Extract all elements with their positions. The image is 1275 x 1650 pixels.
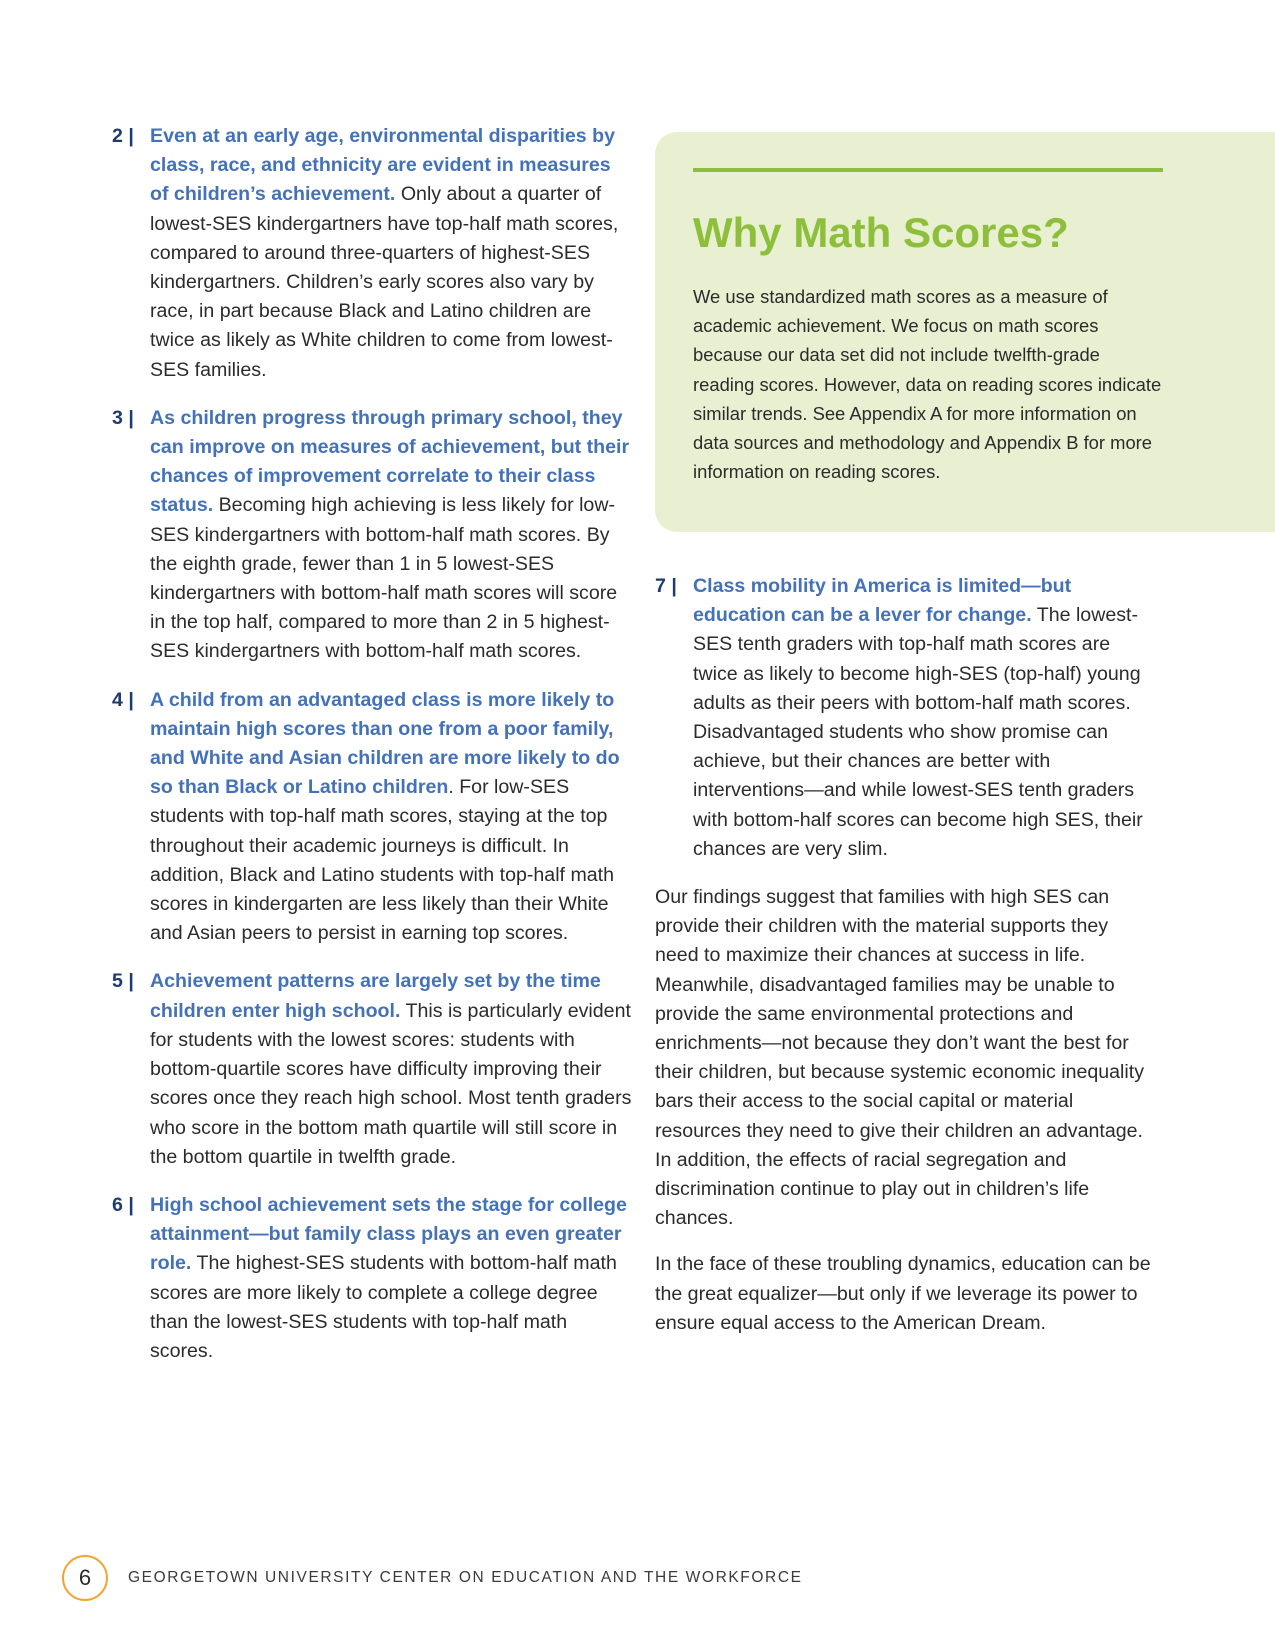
finding-number: 4 | [112,688,134,711]
sidebar-text: We use standardized math scores as a measure of academic achievement. We focus on math scores because our data set did not include twelfth-grade reading scores. However, data on reading scores indicate similar trends. See Appendix A for more information on data sources and methodology and Appendix B for more information on reading scores. [693,286,1162,483]
finding-7 [655,572,1155,864]
sidebar-title: Why Math Scores? [693,209,1069,256]
finding-number: 3 | [112,406,134,429]
finding-2 [112,122,632,385]
finding-body: Only about a quarter of lowest-SES kindergartners have top-half math scores, compared to around three-quarters of highest-SES kindergartners. Children’s early scores also vary by race, in part because Black and Latino children are twice as likely as White children to come from lowest-SES families. [150,183,619,381]
finding-lead: High school achievement sets the stage for college attainment—but family class plays an even greater role. [150,1193,627,1275]
finding-lead: As children progress through primary school, they can improve on measures of achievement, but their chances of improvement correlate to their class status. [150,406,630,517]
sidebar-rule [693,168,1163,172]
finding-number: 2 | [112,125,134,147]
closing-paragraph: In the face of these troubling dynamics, education can be the great equalizer—but only if we leverage its power to ensure equal access to the American Dream. [655,1253,1151,1334]
finding-6 [112,1191,632,1366]
finding-lead: Even at an early age, environmental disparities by class, race, and ethnicity are evident in measures of children’s achievement. [150,125,615,206]
finding-body: This is particularly evident for students with the lowest scores: students with bottom-quartile scores have difficulty improving their scores once they reach high school. Most tenth graders who score in the bottom math quartile will still score in the bottom quartile in twelfth grade. [150,999,632,1168]
page-footer [62,1553,803,1603]
finding-number: 5 | [112,970,134,993]
right-findings [655,572,1275,864]
finding-4 [112,686,632,949]
finding-number: 7 | [655,575,677,597]
page-number: 6 [62,1555,108,1601]
right-column [655,132,1275,1355]
finding-lead: A child from an advantaged class is more likely to maintain high scores than one from a poor family, and White and Asian children are more likely to do so than Black or Latino children [150,688,620,799]
left-column [112,122,632,1385]
finding-number: 6 | [112,1193,134,1216]
finding-body: Becoming high achieving is less likely for low-SES kindergartners with bottom-half math scores. By the eighth grade, fewer than 1 in 5 lowest-SES kindergartners with bottom-half math scores will score in the top half, compared to more than 2 in 5 highest-SES kindergartners with bottom-half math scores. [150,494,618,663]
conclusion-paragraph: Our findings suggest that families with high SES can provide their children with the material supports they need to maximize their chances at success in life. Meanwhile, disadvantaged families may be unable to provide the same environmental protections and enrichments—not because they don’t want the best for their children, but because systemic economic inequality bars their access to the social capital or material resources they need to give their children an advantage. In addition, the effects of racial segregation and discrimination continue to play out in children’s life chances. [655,886,1145,1230]
finding-lead: Achievement patterns are largely set by the time children enter high school. [150,970,601,1022]
footer-org-name: GEORGETOWN UNIVERSITY CENTER ON EDUCATION AND THE WORKFORCE [128,1569,803,1586]
finding-body: . For low-SES students with top-half math scores, staying at the top throughout their academic journeys is difficult. In addition, Black and Latino students with top-half math scores in kindergarten are less likely than their White and Asian peers to persist in earning top scores. [150,776,615,945]
finding-body: The lowest-SES tenth graders with top-half math scores are twice as likely to become high-SES (top-half) young adults as their peers with bottom-half math scores. Disadvantaged students who show promise can achieve, but their chances are better with interventions—and while lowest-SES tenth graders with bottom-half scores can become high SES, their chances are very slim. [693,604,1143,860]
why-math-scores-sidebar [655,132,1275,532]
finding-body: The highest-SES students with bottom-half math scores are more likely to complete a college degree than the lowest-SES students with top-half math scores. [150,1252,617,1362]
finding-3 [112,404,632,667]
finding-5 [112,967,632,1171]
finding-lead: Class mobility in America is limited—but education can be a lever for change. [693,575,1072,627]
